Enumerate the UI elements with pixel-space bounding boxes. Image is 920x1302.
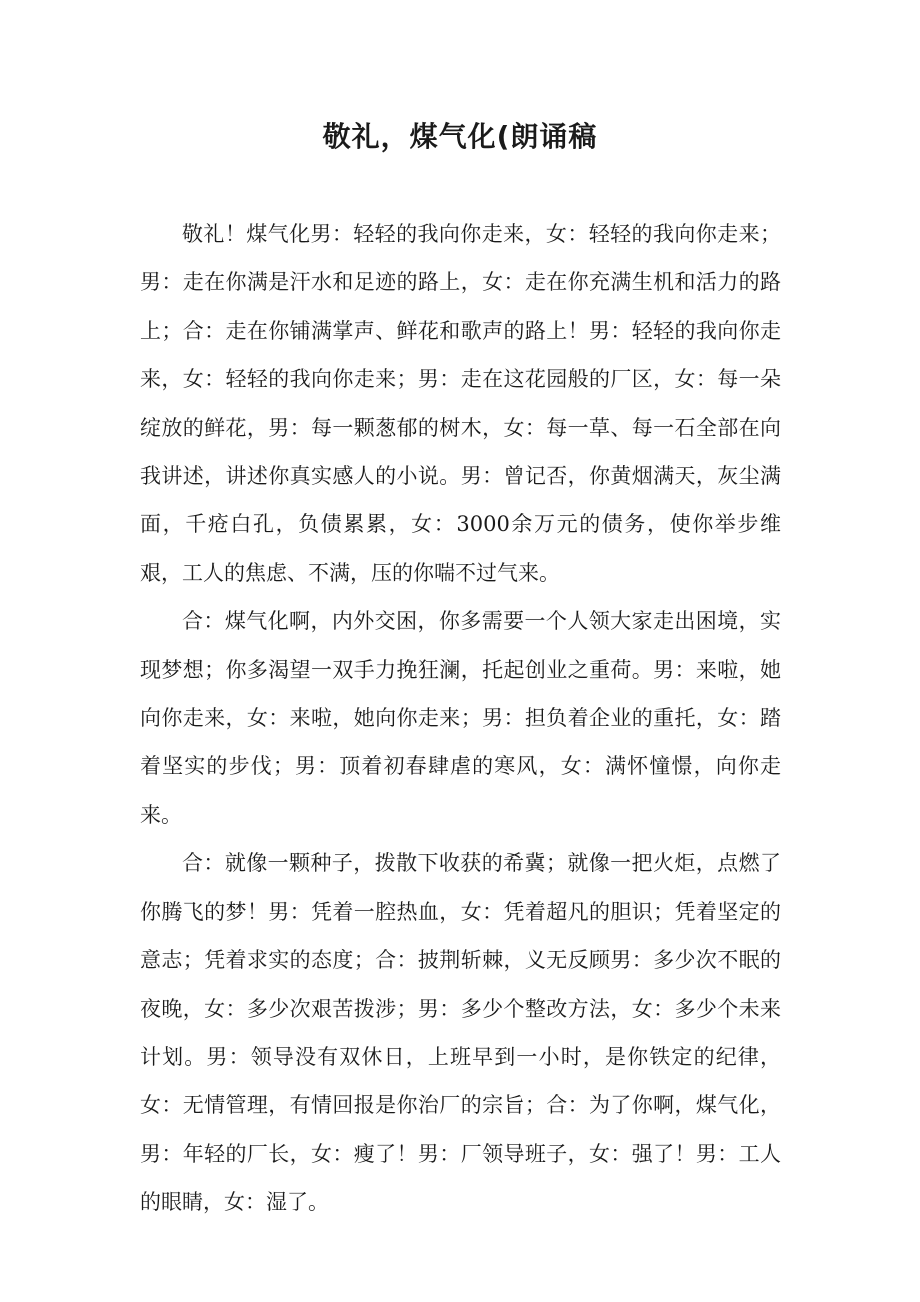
document-title: 敬礼，煤气化(朗诵稿 [322, 120, 598, 153]
paragraph-1: 敬礼！煤气化男：轻轻的我向你走来，女：轻轻的我向你走来；男：走在你满是汗水和足迹的路上，女：走在你充满生机和活力的路上；合：走在你铺满掌声、鲜花和歌声的路上！男：轻轻的我向你走来，女：轻轻的我向你走来；男：走在这花园般的厂区，女：每一朵绽放的鲜花，男：每一颗葱郁的树木，女：每一草、每一石全部在向我讲述，讲述你真实感人的小说。男：曾记否，你黄烟满天，灰尘满面，千疮白孔，负债累累，女：3000余万元的债务，使你举步维艰，工人的焦虑、不满，压的你喘不过气来。 [140, 222, 781, 585]
paragraph-2: 合：煤气化啊，内外交困，你多需要一个人领大家走出困境，实现梦想；你多渴望一双手力挽狂澜，托起创业之重荷。男：来啦，她向你走来，女：来啦，她向你走来；男：担负着企业的重托，女：踏着坚实的步伐；男：顶着初春肆虐的寒风，女：满怀憧憬，向你走来。 [140, 609, 781, 827]
paragraph-3: 合：就像一颗种子，拨散下收获的希冀；就像一把火炬，点燃了你腾飞的梦！男：凭着一腔热血，女：凭着超凡的胆识；凭着坚定的意志；凭着求实的态度；合：披荆斩棘，义无反顾男：多少次不眠的夜晚，女：多少次艰苦拨涉；男：多少个整改方法，女：多少个未来计划。男：领导没有双休日，上班早到一小时，是你铁定的纪律，女：无情管理，有情回报是你治厂的宗旨；合：为了你啊，煤气化，男：年轻的厂长，女：瘦了！男：厂领导班子，女：强了！男：工人的眼睛，女：湿了。 [140, 851, 781, 1215]
document-body [140, 210, 781, 1227]
